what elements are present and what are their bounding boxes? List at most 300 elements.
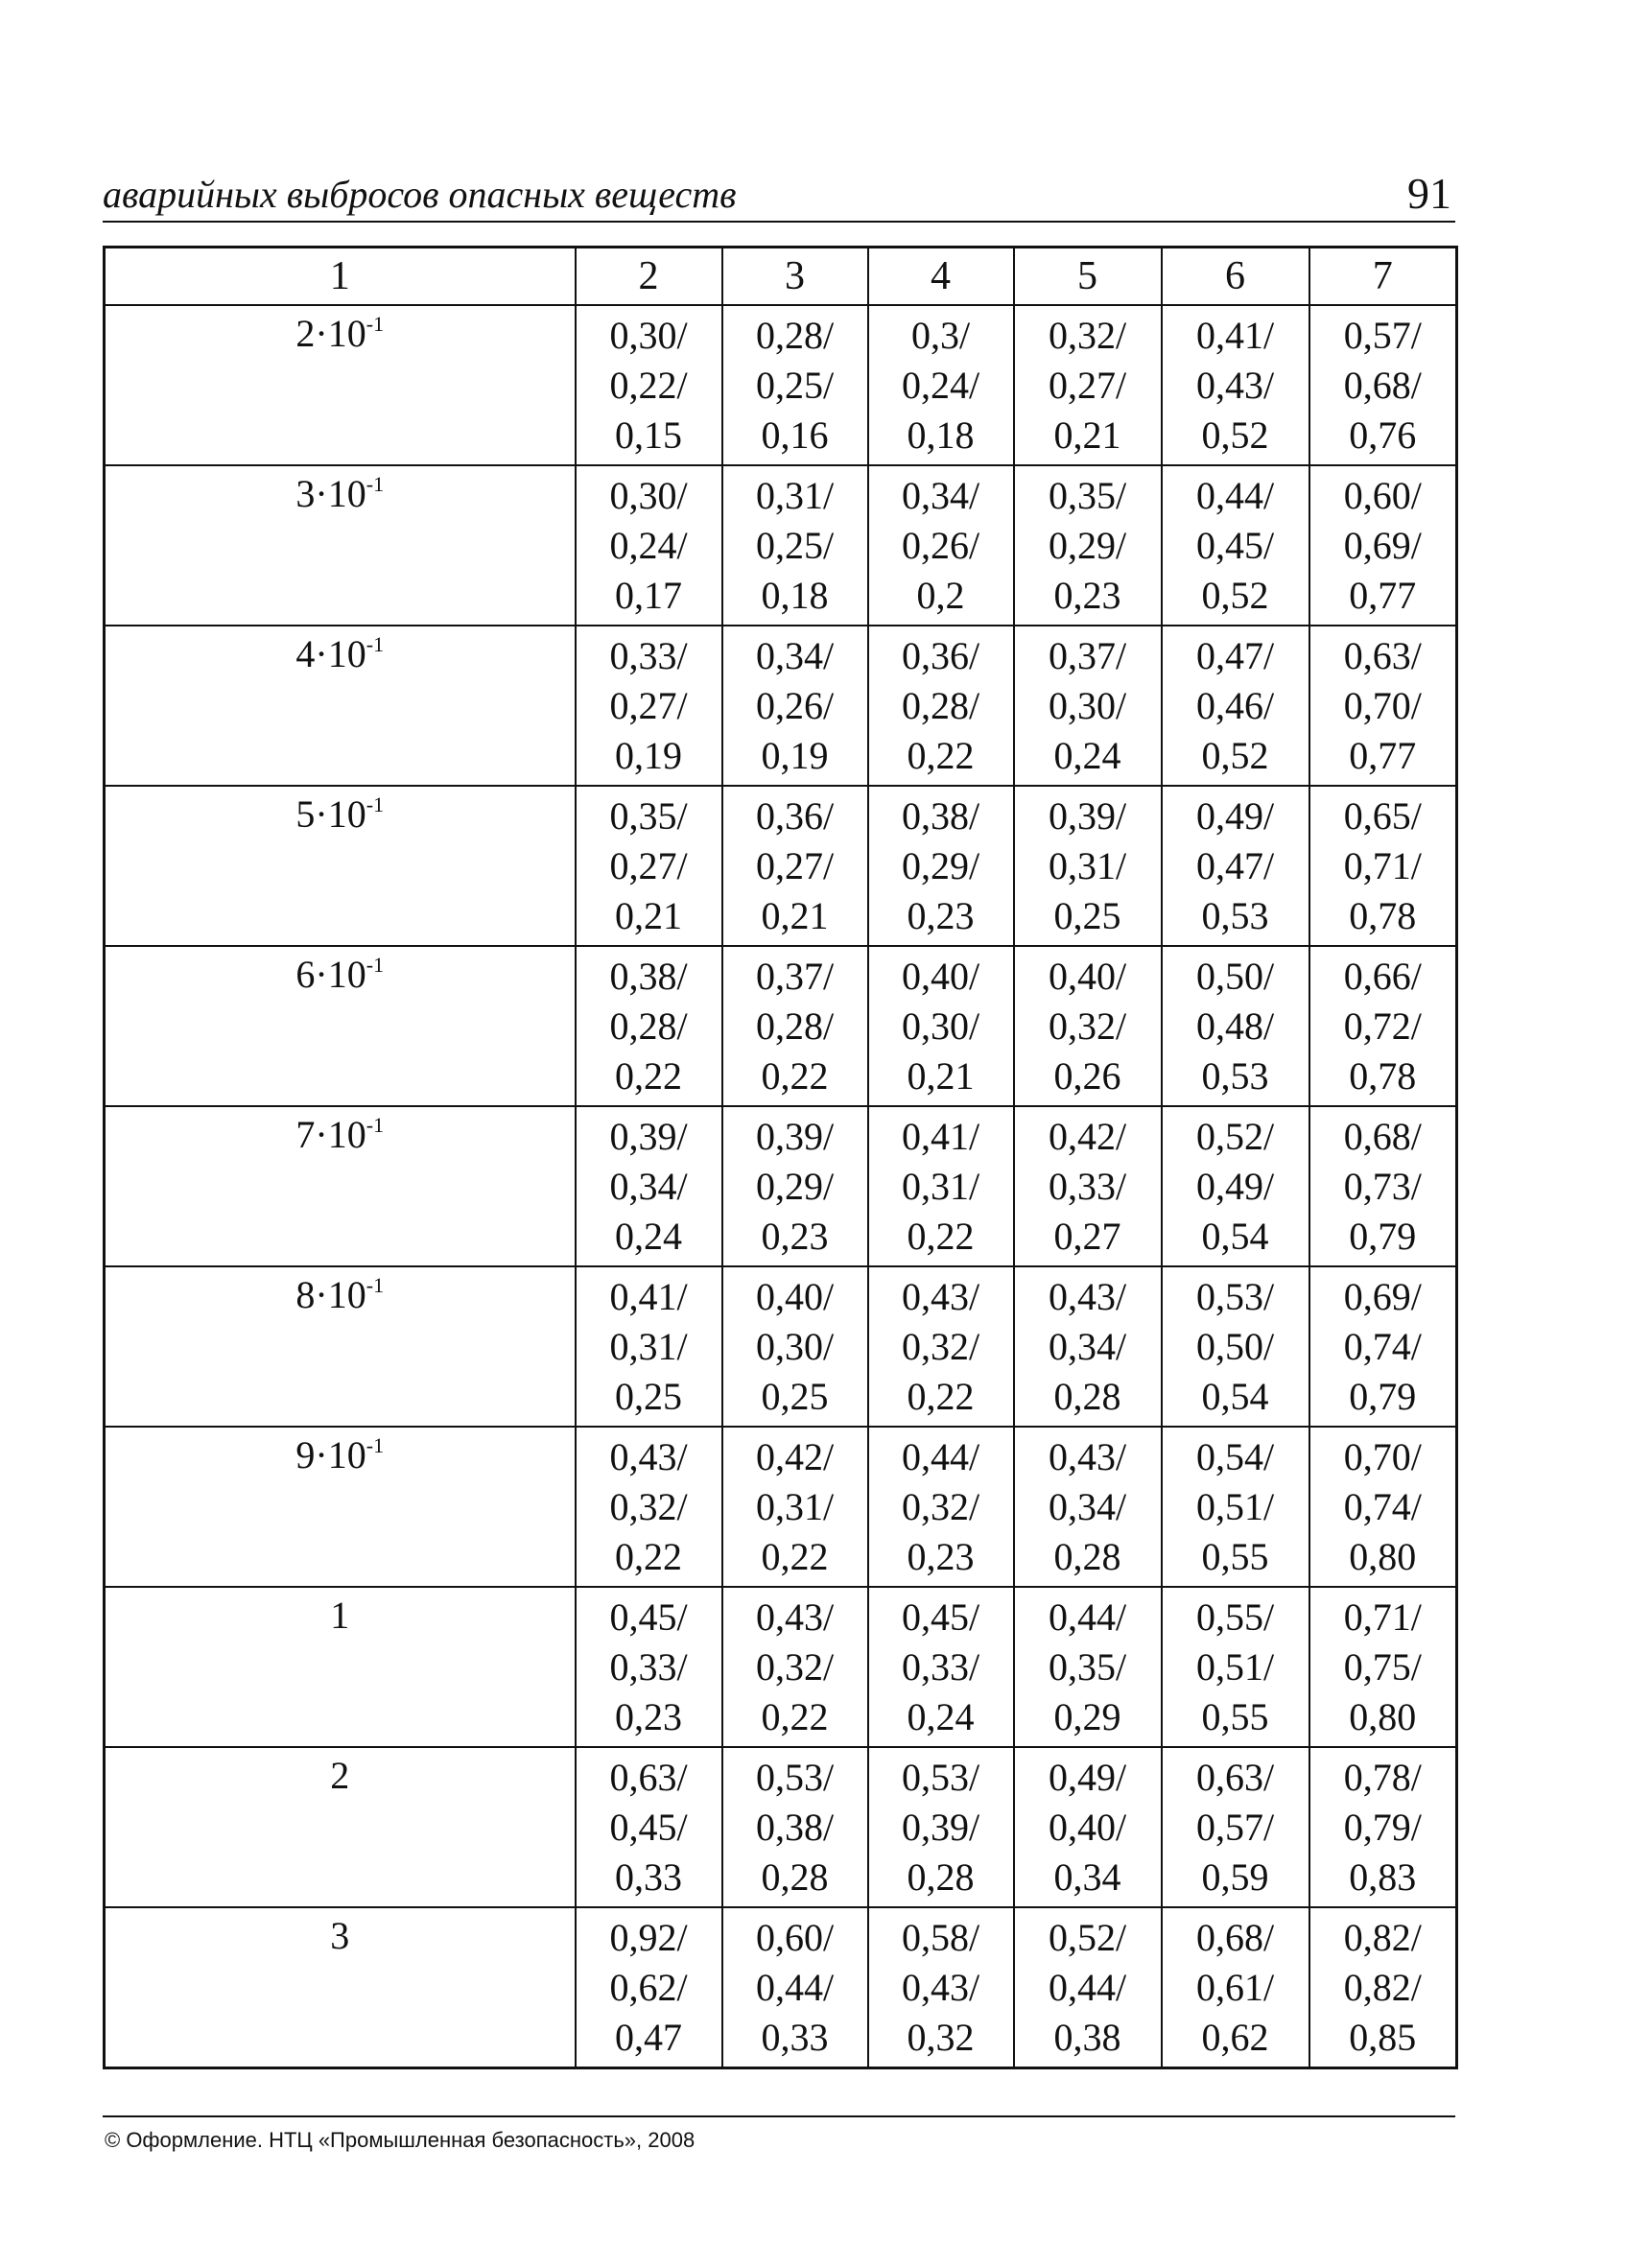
cell-value: 0,43/ — [755, 1595, 835, 1639]
row-label-base: 3 — [330, 1914, 350, 1957]
row-label-text — [106, 470, 575, 518]
cell-value: 0,34/ — [755, 633, 835, 677]
cell-value: 0,39/ — [609, 1114, 688, 1158]
cell-value: 0,63/ — [1343, 633, 1422, 677]
table-cell — [868, 626, 1014, 786]
cell-value: 0,36/ — [755, 793, 835, 838]
cell-value: 0,23 — [907, 1534, 975, 1578]
cell-value: 0,45/ — [1195, 523, 1275, 567]
cell-value: 0,61/ — [1195, 1965, 1275, 2009]
cell-value: 0,50/ — [1195, 954, 1275, 998]
cell-value: 0,50/ — [1195, 1324, 1275, 1368]
cell-value: 0,68/ — [1343, 1114, 1422, 1158]
cell-value: 0,38/ — [901, 793, 980, 838]
cell-value: 0,26 — [1053, 1053, 1121, 1098]
cell-value: 0,34/ — [1048, 1484, 1127, 1528]
cell-value: 0,79 — [1349, 1374, 1417, 1418]
table-cell — [576, 1427, 722, 1587]
cell-value: 0,55 — [1201, 1534, 1269, 1578]
table-cell — [868, 1587, 1014, 1747]
row-label-exponent: -1 — [365, 312, 385, 336]
cell-value: 0,18 — [761, 573, 829, 617]
row-label — [105, 465, 576, 626]
table-cell — [1309, 1587, 1457, 1747]
cell-value: 0,24 — [1053, 733, 1121, 777]
cell-value: 0,68/ — [1195, 1915, 1275, 1959]
cell-value: 0,25 — [615, 1374, 682, 1418]
cell-value: 0,33/ — [901, 1644, 980, 1689]
cell-value: 0,25/ — [755, 523, 835, 567]
table-cell — [722, 1907, 868, 2068]
cell-value: 0,32/ — [609, 1484, 688, 1528]
running-title: аварийных выбросов опасных веществ — [103, 173, 737, 216]
cell-value: 0,82/ — [1343, 1915, 1422, 1959]
cell-value: 0,23 — [907, 893, 975, 937]
cell-value: 0,44/ — [1048, 1595, 1127, 1639]
row-label-exponent: -1 — [365, 1113, 385, 1137]
cell-value: 0,24 — [615, 1214, 682, 1258]
table-cell — [1309, 946, 1457, 1106]
table-cell — [1309, 786, 1457, 946]
table-cell — [722, 1747, 868, 1907]
cell-value: 0,38 — [1053, 2015, 1121, 2059]
cell-value: 0,33/ — [609, 633, 688, 677]
row-label — [105, 1747, 576, 1907]
cell-value: 0,53 — [1201, 1053, 1269, 1098]
column-header: 2 — [576, 248, 722, 306]
table-cell — [576, 1907, 722, 2068]
cell-value: 0,41/ — [1195, 313, 1275, 357]
cell-value: 0,32/ — [901, 1324, 980, 1368]
cell-value: 0,27/ — [1048, 363, 1127, 407]
cell-value: 0,32/ — [901, 1484, 980, 1528]
cell-value: 0,43/ — [901, 1274, 980, 1318]
table-cell — [868, 1747, 1014, 1907]
table-row — [105, 946, 1457, 1106]
table-cell — [1014, 1266, 1162, 1427]
cell-value: 0,27/ — [609, 683, 688, 727]
cell-value: 0,43/ — [1195, 363, 1275, 407]
table-cell — [722, 1587, 868, 1747]
table-cell — [1309, 1427, 1457, 1587]
cell-value: 0,52 — [1201, 573, 1269, 617]
cell-value: 0,57/ — [1195, 1805, 1275, 1849]
cell-value: 0,26/ — [901, 523, 980, 567]
cell-value: 0,40/ — [901, 954, 980, 998]
table-cell — [576, 946, 722, 1106]
table-cell — [1014, 465, 1162, 626]
cell-value: 0,54 — [1201, 1374, 1269, 1418]
table-cell — [722, 626, 868, 786]
table-cell — [868, 1427, 1014, 1587]
cell-value: 0,70/ — [1343, 683, 1422, 727]
row-label-exponent: -1 — [365, 953, 385, 977]
cell-value: 0,57/ — [1343, 313, 1422, 357]
row-label-text — [106, 951, 575, 999]
table-cell — [1309, 465, 1457, 626]
cell-value: 0,80 — [1349, 1534, 1417, 1578]
table-cell — [1162, 946, 1309, 1106]
table-body — [105, 305, 1457, 2068]
cell-value: 0,52 — [1201, 413, 1269, 457]
table-cell — [868, 305, 1014, 465]
cell-value: 0,54 — [1201, 1214, 1269, 1258]
cell-value: 0,2 — [916, 573, 965, 617]
table-cell — [576, 786, 722, 946]
cell-value: 0,44/ — [755, 1965, 835, 2009]
cell-value: 0,69/ — [1343, 1274, 1422, 1318]
table-cell — [722, 305, 868, 465]
cell-value: 0,43/ — [1048, 1274, 1127, 1318]
table-cell — [1014, 786, 1162, 946]
footer-divider — [103, 2115, 1455, 2117]
cell-value: 0,34 — [1053, 1855, 1121, 1899]
column-header: 7 — [1309, 248, 1457, 306]
cell-value: 0,63/ — [1195, 1755, 1275, 1799]
table-cell — [1309, 1266, 1457, 1427]
table-cell — [1162, 1106, 1309, 1266]
cell-value: 0,39/ — [1048, 793, 1127, 838]
table-cell — [1309, 1106, 1457, 1266]
row-label-base: 5·10 — [295, 792, 366, 836]
cell-value: 0,15 — [615, 413, 682, 457]
cell-value: 0,69/ — [1343, 523, 1422, 567]
table-cell — [1309, 1907, 1457, 2068]
table-cell — [576, 1266, 722, 1427]
cell-value: 0,28 — [1053, 1534, 1121, 1578]
cell-value: 0,22 — [907, 1214, 975, 1258]
cell-value: 0,53/ — [901, 1755, 980, 1799]
cell-value: 0,43/ — [901, 1965, 980, 2009]
table-cell — [1162, 1266, 1309, 1427]
cell-value: 0,52/ — [1195, 1114, 1275, 1158]
cell-value: 0,52 — [1201, 733, 1269, 777]
cell-value: 0,29/ — [755, 1164, 835, 1208]
table-cell — [1014, 1587, 1162, 1747]
row-label-text — [106, 1752, 575, 1800]
cell-value: 0,32/ — [1048, 313, 1127, 357]
table-cell — [722, 946, 868, 1106]
cell-value: 0,60/ — [755, 1915, 835, 1959]
table-cell — [868, 1106, 1014, 1266]
row-label-text — [106, 310, 575, 358]
table-cell — [1014, 1427, 1162, 1587]
cell-value: 0,33/ — [1048, 1164, 1127, 1208]
cell-value: 0,33/ — [609, 1644, 688, 1689]
table-cell — [722, 465, 868, 626]
cell-value: 0,3/ — [910, 313, 971, 357]
cell-value: 0,26/ — [755, 683, 835, 727]
cell-value: 0,23 — [1053, 573, 1121, 617]
cell-value: 0,19 — [761, 733, 829, 777]
table-cell — [722, 1106, 868, 1266]
table-cell — [1014, 1747, 1162, 1907]
cell-value: 0,44/ — [1195, 473, 1275, 517]
row-label — [105, 1266, 576, 1427]
row-label-exponent: -1 — [365, 792, 385, 816]
cell-value: 0,42/ — [1048, 1114, 1127, 1158]
cell-value: 0,45/ — [901, 1595, 980, 1639]
row-label-exponent: -1 — [365, 1433, 385, 1457]
table-cell — [1014, 1907, 1162, 2068]
row-label-base: 7·10 — [295, 1113, 366, 1156]
cell-value: 0,49/ — [1195, 793, 1275, 838]
cell-value: 0,31/ — [1048, 843, 1127, 887]
table-cell — [868, 465, 1014, 626]
cell-value: 0,35/ — [1048, 1644, 1127, 1689]
table-cell — [868, 946, 1014, 1106]
cell-value: 0,41/ — [609, 1274, 688, 1318]
cell-value: 0,40/ — [755, 1274, 835, 1318]
cell-value: 0,39/ — [901, 1805, 980, 1849]
cell-value: 0,28 — [761, 1855, 829, 1899]
cell-value: 0,17 — [615, 573, 682, 617]
cell-value: 0,34/ — [609, 1164, 688, 1208]
row-label-base: 4·10 — [295, 632, 366, 675]
cell-value: 0,16 — [761, 413, 829, 457]
cell-value: 0,24/ — [901, 363, 980, 407]
cell-value: 0,28 — [907, 1855, 975, 1899]
cell-value: 0,25 — [1053, 893, 1121, 937]
row-label-base: 2 — [330, 1754, 350, 1797]
cell-value: 0,27/ — [755, 843, 835, 887]
table-row — [105, 1747, 1457, 1907]
cell-value: 0,25/ — [755, 363, 835, 407]
cell-value: 0,22/ — [609, 363, 688, 407]
table-cell — [868, 1266, 1014, 1427]
cell-value: 0,22 — [615, 1053, 682, 1098]
cell-value: 0,32/ — [1048, 1004, 1127, 1048]
table-cell — [576, 1747, 722, 1907]
table-cell — [1162, 465, 1309, 626]
cell-value: 0,54/ — [1195, 1434, 1275, 1478]
cell-value: 0,55/ — [1195, 1595, 1275, 1639]
row-label-exponent: -1 — [365, 632, 385, 656]
cell-value: 0,21 — [761, 893, 829, 937]
table-row — [105, 465, 1457, 626]
cell-value: 0,63/ — [609, 1755, 688, 1799]
row-label — [105, 1427, 576, 1587]
cell-value: 0,65/ — [1343, 793, 1422, 838]
table-cell — [576, 1587, 722, 1747]
cell-value: 0,53/ — [1195, 1274, 1275, 1318]
cell-value: 0,38/ — [609, 954, 688, 998]
row-label-text — [106, 791, 575, 839]
cell-value: 0,27 — [1053, 1214, 1121, 1258]
cell-value: 0,74/ — [1343, 1484, 1422, 1528]
column-header: 3 — [722, 248, 868, 306]
cell-value: 0,77 — [1349, 733, 1417, 777]
cell-value: 0,71/ — [1343, 843, 1422, 887]
cell-value: 0,25 — [761, 1374, 829, 1418]
cell-value: 0,76 — [1349, 413, 1417, 457]
table-cell — [1014, 305, 1162, 465]
cell-value: 0,53 — [1201, 893, 1269, 937]
cell-value: 0,23 — [615, 1694, 682, 1738]
cell-value: 0,31/ — [755, 473, 835, 517]
cell-value: 0,53/ — [755, 1755, 835, 1799]
cell-value: 0,55 — [1201, 1694, 1269, 1738]
table-cell — [868, 786, 1014, 946]
cell-value: 0,44/ — [901, 1434, 980, 1478]
row-label-base: 6·10 — [295, 953, 366, 996]
cell-value: 0,31/ — [901, 1164, 980, 1208]
cell-value: 0,66/ — [1343, 954, 1422, 998]
cell-value: 0,41/ — [901, 1114, 980, 1158]
cell-value: 0,78 — [1349, 1053, 1417, 1098]
table-cell — [1162, 1747, 1309, 1907]
table-cell — [722, 786, 868, 946]
row-label-exponent: -1 — [365, 472, 385, 496]
table-cell — [1162, 626, 1309, 786]
cell-value: 0,58/ — [901, 1915, 980, 1959]
cell-value: 0,44/ — [1048, 1965, 1127, 2009]
table-header-row — [105, 248, 1457, 306]
table-row — [105, 305, 1457, 465]
row-label — [105, 1907, 576, 2068]
cell-value: 0,31/ — [755, 1484, 835, 1528]
cell-value: 0,79/ — [1343, 1805, 1422, 1849]
table-cell — [1014, 626, 1162, 786]
row-label-exponent: -1 — [365, 1273, 385, 1297]
row-label-base: 8·10 — [295, 1273, 366, 1316]
column-header: 1 — [105, 248, 576, 306]
cell-value: 0,32/ — [755, 1644, 835, 1689]
table-row — [105, 626, 1457, 786]
row-label-text — [106, 1592, 575, 1640]
cell-value: 0,59 — [1201, 1855, 1269, 1899]
table-row — [105, 1587, 1457, 1747]
cell-value: 0,37/ — [1048, 633, 1127, 677]
column-header: 4 — [868, 248, 1014, 306]
row-label — [105, 1587, 576, 1747]
cell-value: 0,39/ — [755, 1114, 835, 1158]
cell-value: 0,45/ — [609, 1805, 688, 1849]
row-label — [105, 946, 576, 1106]
cell-value: 0,28 — [1053, 1374, 1121, 1418]
cell-value: 0,18 — [907, 413, 975, 457]
cell-value: 0,28/ — [755, 313, 835, 357]
row-label-text — [106, 1271, 575, 1319]
table-cell — [1162, 786, 1309, 946]
table-cell — [576, 465, 722, 626]
cell-value: 0,51/ — [1195, 1484, 1275, 1528]
cell-value: 0,21 — [615, 893, 682, 937]
cell-value: 0,37/ — [755, 954, 835, 998]
cell-value: 0,60/ — [1343, 473, 1422, 517]
row-label-base: 9·10 — [295, 1433, 366, 1477]
cell-value: 0,30/ — [609, 473, 688, 517]
cell-value: 0,29/ — [901, 843, 980, 887]
cell-value: 0,30/ — [901, 1004, 980, 1048]
table-cell — [722, 1427, 868, 1587]
cell-value: 0,45/ — [609, 1595, 688, 1639]
row-label-text — [106, 630, 575, 678]
cell-value: 0,48/ — [1195, 1004, 1275, 1048]
page-number: 91 — [1407, 169, 1451, 218]
cell-value: 0,28/ — [755, 1004, 835, 1048]
cell-value: 0,22 — [907, 733, 975, 777]
table-row — [105, 1907, 1457, 2068]
cell-value: 0,32 — [907, 2015, 975, 2059]
column-header: 6 — [1162, 248, 1309, 306]
cell-value: 0,29 — [1053, 1694, 1121, 1738]
cell-value: 0,62 — [1201, 2015, 1269, 2059]
row-label — [105, 786, 576, 946]
cell-value: 0,74/ — [1343, 1324, 1422, 1368]
cell-value: 0,42/ — [755, 1434, 835, 1478]
cell-value: 0,21 — [907, 1053, 975, 1098]
table-cell — [722, 1266, 868, 1427]
cell-value: 0,30/ — [1048, 683, 1127, 727]
row-label-base: 2·10 — [295, 312, 366, 355]
row-label-text — [106, 1912, 575, 1960]
table-cell — [576, 626, 722, 786]
table-cell — [868, 1907, 1014, 2068]
column-header: 5 — [1014, 248, 1162, 306]
cell-value: 0,34/ — [901, 473, 980, 517]
table-cell — [1162, 305, 1309, 465]
cell-value: 0,83 — [1349, 1855, 1417, 1899]
table-cell — [576, 1106, 722, 1266]
table-row — [105, 786, 1457, 946]
table-row — [105, 1266, 1457, 1427]
cell-value: 0,75/ — [1343, 1644, 1422, 1689]
cell-value: 0,33 — [761, 2015, 829, 2059]
cell-value: 0,47/ — [1195, 633, 1275, 677]
row-label — [105, 1106, 576, 1266]
cell-value: 0,82/ — [1343, 1965, 1422, 2009]
cell-value: 0,22 — [761, 1694, 829, 1738]
cell-value: 0,43/ — [1048, 1434, 1127, 1478]
cell-value: 0,78 — [1349, 893, 1417, 937]
row-label-text — [106, 1431, 575, 1479]
cell-value: 0,34/ — [1048, 1324, 1127, 1368]
cell-value: 0,33 — [615, 1855, 682, 1899]
table-cell — [1309, 1747, 1457, 1907]
cell-value: 0,27/ — [609, 843, 688, 887]
cell-value: 0,22 — [615, 1534, 682, 1578]
cell-value: 0,35/ — [609, 793, 688, 838]
table-cell — [1309, 626, 1457, 786]
cell-value: 0,28/ — [901, 683, 980, 727]
cell-value: 0,52/ — [1048, 1915, 1127, 1959]
cell-value: 0,31/ — [609, 1324, 688, 1368]
cell-value: 0,28/ — [609, 1004, 688, 1048]
cell-value: 0,30/ — [755, 1324, 835, 1368]
cell-value: 0,21 — [1053, 413, 1121, 457]
cell-value: 0,77 — [1349, 573, 1417, 617]
cell-value: 0,40/ — [1048, 954, 1127, 998]
cell-value: 0,80 — [1349, 1694, 1417, 1738]
table-cell — [1014, 946, 1162, 1106]
table-cell — [1309, 305, 1457, 465]
cell-value: 0,46/ — [1195, 683, 1275, 727]
table-row — [105, 1427, 1457, 1587]
cell-value: 0,35/ — [1048, 473, 1127, 517]
cell-value: 0,30/ — [609, 313, 688, 357]
cell-value: 0,29/ — [1048, 523, 1127, 567]
footer-copyright: © Оформление. НТЦ «Промышленная безопасность», 2008 — [105, 2128, 696, 2152]
cell-value: 0,38/ — [755, 1805, 835, 1849]
cell-value: 0,51/ — [1195, 1644, 1275, 1689]
cell-value: 0,78/ — [1343, 1755, 1422, 1799]
table-cell — [1014, 1106, 1162, 1266]
table-cell — [1162, 1587, 1309, 1747]
cell-value: 0,62/ — [609, 1965, 688, 2009]
running-header — [103, 163, 1455, 223]
cell-value: 0,70/ — [1343, 1434, 1422, 1478]
